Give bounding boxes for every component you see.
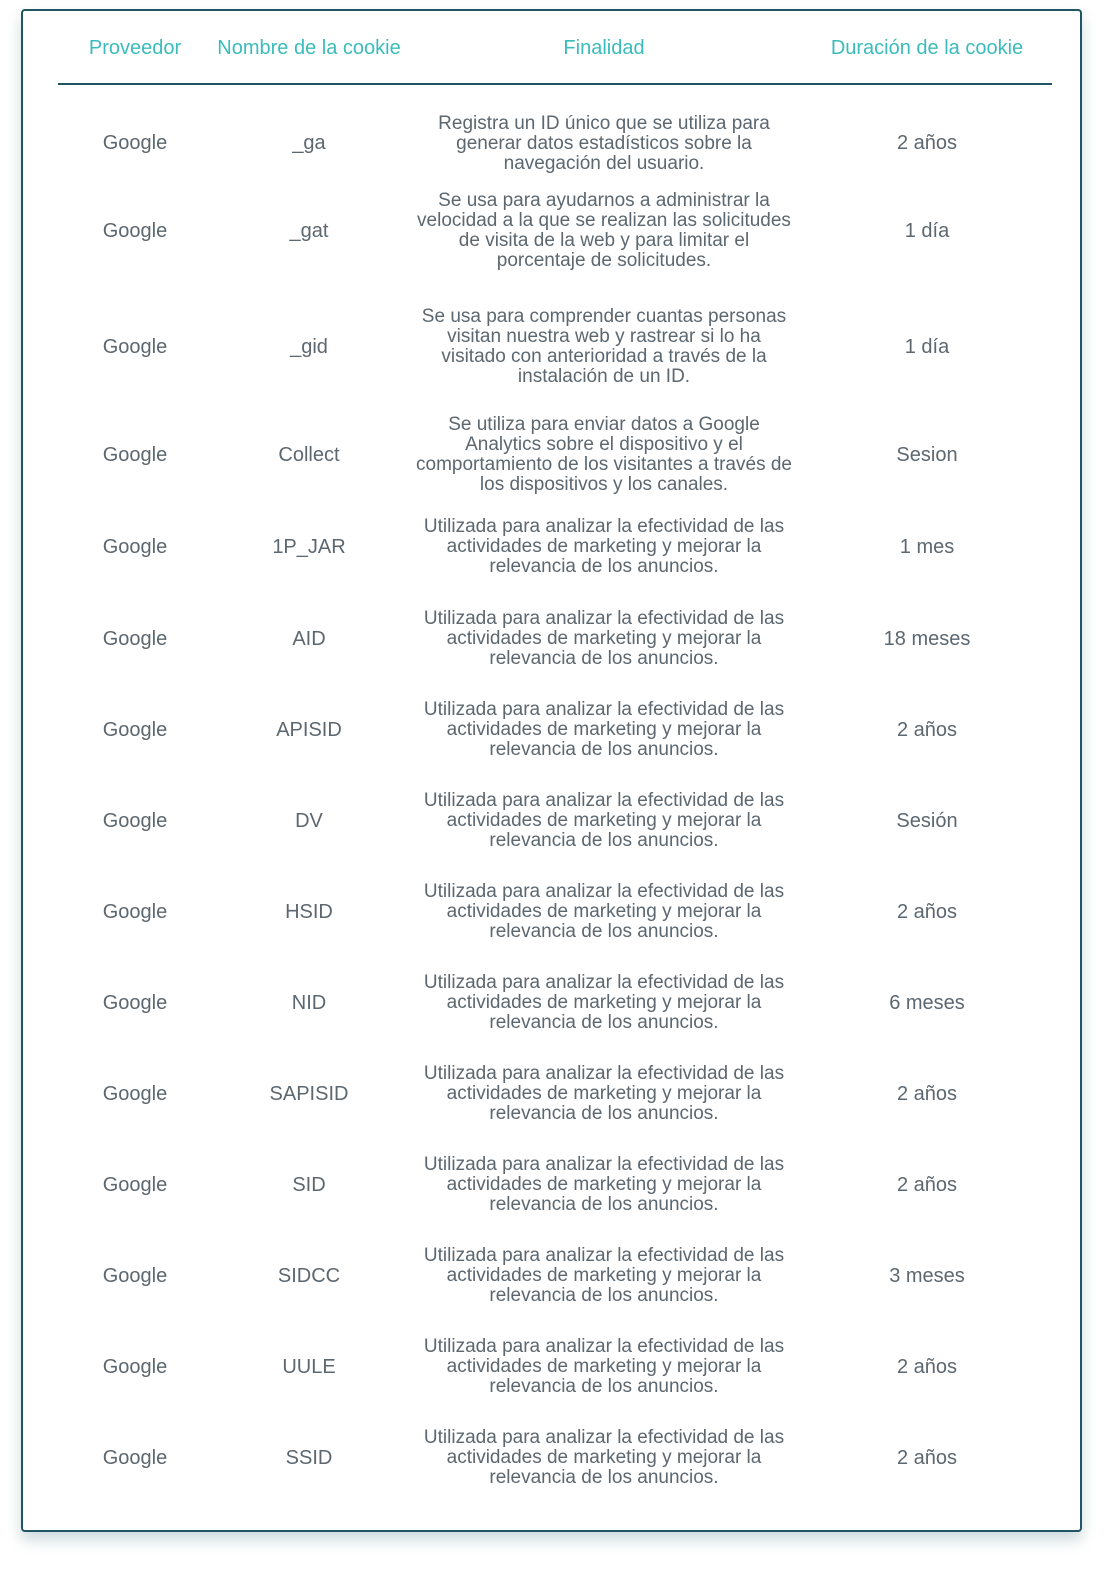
cell-purpose: Utilizada para analizar la efectividad de las actividades de marketing y mejorar la relevancia de los anuncios.	[423, 516, 785, 577]
cell-purpose: Se usa para comprender cuantas personas visitan nuestra web y rastrear si lo ha visitado con anterioridad a través de la instalación de un ID.	[421, 306, 787, 387]
cell-duration: 2 años	[896, 900, 958, 923]
table-row	[58, 1145, 1052, 1225]
cell-duration: 18 meses	[883, 627, 971, 650]
table-row	[58, 181, 1052, 281]
cell-provider: Google	[102, 132, 168, 154]
cell-provider: Google	[102, 335, 168, 358]
table-row	[58, 690, 1052, 770]
header-provider: Proveedor	[88, 37, 182, 59]
table-row	[58, 405, 1052, 505]
cell-duration: 1 mes	[899, 535, 955, 558]
cell-provider: Google	[102, 1355, 168, 1378]
cell-provider: Google	[102, 1082, 168, 1105]
cell-purpose: Utilizada para analizar la efectividad de las actividades de marketing y mejorar la relevancia de los anuncios.	[423, 881, 785, 942]
cell-cookie-name: DV	[295, 809, 323, 832]
cell-provider: Google	[102, 535, 168, 558]
cell-purpose: Utilizada para analizar la efectividad de las actividades de marketing y mejorar la relevancia de los anuncios.	[423, 1154, 785, 1215]
cell-provider: Google	[102, 1173, 168, 1196]
cell-provider: Google	[102, 991, 168, 1014]
cell-purpose: Utilizada para analizar la efectividad de las actividades de marketing y mejorar la relevancia de los anuncios.	[423, 1336, 785, 1397]
table-row	[58, 1418, 1052, 1498]
cell-duration: 1 día	[904, 219, 950, 242]
cell-provider: Google	[102, 809, 168, 832]
cell-duration: 2 años	[896, 1446, 958, 1469]
cell-cookie-name: SSID	[285, 1446, 333, 1469]
cell-cookie-name: _gat	[289, 219, 329, 242]
cell-duration: Sesión	[896, 809, 958, 832]
cell-cookie-name: NID	[291, 991, 327, 1014]
cell-cookie-name: SID	[292, 1173, 326, 1196]
cell-provider: Google	[102, 1264, 168, 1287]
cell-provider: Google	[102, 219, 168, 242]
cell-duration: 6 meses	[889, 991, 965, 1014]
cell-provider: Google	[102, 1446, 168, 1469]
table-row	[58, 1236, 1052, 1316]
cell-duration: 2 años	[896, 1355, 958, 1378]
cell-purpose: Se usa para ayudarnos a administrar la velocidad a la que se realizan las solicitudes de visita de la web y para limitar el porcentaje de solicitudes.	[417, 190, 791, 271]
table-row	[58, 781, 1052, 861]
cell-cookie-name: SAPISID	[269, 1082, 349, 1105]
cell-purpose: Utilizada para analizar la efectividad de las actividades de marketing y mejorar la relevancia de los anuncios.	[423, 699, 785, 760]
cell-cookie-name: Collect	[278, 443, 340, 466]
header-cookie-name: Nombre de la cookie	[217, 37, 401, 59]
cell-purpose: Utilizada para analizar la efectividad de las actividades de marketing y mejorar la relevancia de los anuncios.	[423, 972, 785, 1033]
table-row	[58, 1327, 1052, 1407]
cell-cookie-name: SIDCC	[277, 1264, 341, 1287]
cell-duration: Sesion	[896, 443, 958, 466]
cell-duration: 2 años	[896, 718, 958, 741]
cookie-table-card	[21, 9, 1082, 1532]
table-row	[58, 599, 1052, 679]
cell-cookie-name: HSID	[285, 900, 333, 923]
cell-provider: Google	[102, 443, 168, 466]
cell-provider: Google	[102, 718, 168, 741]
cell-purpose: Utilizada para analizar la efectividad de las actividades de marketing y mejorar la relevancia de los anuncios.	[423, 1427, 785, 1488]
table-header	[58, 11, 1052, 85]
cell-duration: 1 día	[904, 335, 950, 358]
cell-provider: Google	[102, 900, 168, 923]
table-row	[58, 963, 1052, 1043]
cell-purpose: Utilizada para analizar la efectividad de las actividades de marketing y mejorar la relevancia de los anuncios.	[423, 608, 785, 669]
cell-purpose: Registra un ID único que se utiliza para generar datos estadísticos sobre la navegación del usuario.	[438, 112, 770, 174]
cell-cookie-name: _ga	[292, 132, 326, 154]
cell-duration: 3 meses	[889, 1264, 965, 1287]
header-duration: Duración de la cookie	[830, 37, 1024, 59]
cell-cookie-name: AID	[292, 627, 326, 650]
cell-cookie-name: UULE	[282, 1355, 336, 1378]
cell-duration: 2 años	[896, 1082, 958, 1105]
header-purpose: Finalidad	[563, 37, 645, 59]
table-row	[58, 297, 1052, 397]
cell-purpose: Utilizada para analizar la efectividad de las actividades de marketing y mejorar la relevancia de los anuncios.	[423, 1245, 785, 1306]
cell-purpose: Se utiliza para enviar datos a Google Analytics sobre el dispositivo y el comportamiento de los visitantes a través de los dispositivos y los canales.	[416, 414, 792, 495]
cell-cookie-name: _gid	[290, 335, 328, 358]
cell-duration: 2 años	[896, 1173, 958, 1196]
table-row	[58, 1054, 1052, 1134]
cell-cookie-name: APISID	[276, 718, 342, 741]
cell-provider: Google	[102, 627, 168, 650]
table-row	[58, 507, 1052, 587]
cell-purpose: Utilizada para analizar la efectividad de las actividades de marketing y mejorar la relevancia de los anuncios.	[423, 790, 785, 851]
cell-duration: 2 años	[896, 132, 958, 154]
table-row	[58, 872, 1052, 952]
cell-purpose: Utilizada para analizar la efectividad de las actividades de marketing y mejorar la relevancia de los anuncios.	[423, 1063, 785, 1124]
cell-cookie-name: 1P_JAR	[272, 535, 346, 558]
